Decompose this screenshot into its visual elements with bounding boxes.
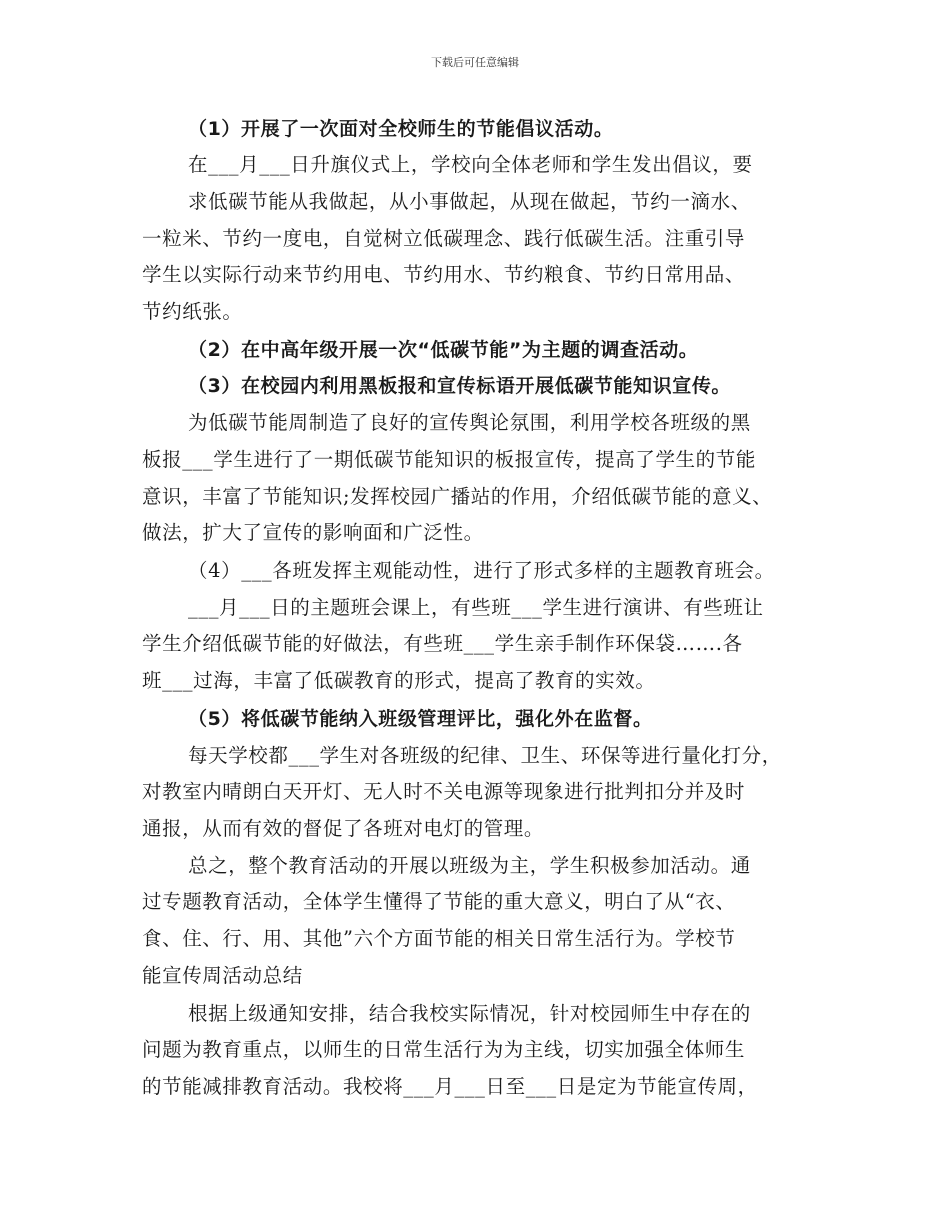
paragraph-line: 总之，整个教育活动的开展以班级为主，学生积极参加活动。通 [188, 854, 751, 877]
heading-1: （1）开展了一次面对全校师生的节能倡议活动。 [188, 118, 614, 140]
heading-3: （3）在校园内利用黑板报和宣传标语开展低碳节能知识宣传。 [188, 375, 732, 397]
heading-4: （4）___各班发挥主观能动性，进行了形式多样的主题教育班会。 [188, 559, 775, 582]
paragraph-line: 意识，丰富了节能知识;发挥校园广播站的作用，介绍低碳节能的意义、 [142, 485, 773, 508]
paragraph-line: 学生以实际行动来节约用电、节约用水、节约粮食、节约日常用品、 [142, 263, 746, 286]
paragraph-line: 对教室内晴朗白天开灯、无人时不关电源等现象进行批判扣分并及时 [142, 780, 746, 803]
paragraph-line: 通报，从而有效的督促了各班对电灯的管理。 [142, 817, 545, 840]
page-header-note: 下载后可任意编辑 [431, 56, 519, 69]
heading-5: （5）将低碳节能纳入班级管理评比，强化外在监督。 [188, 708, 653, 730]
paragraph-line: 求低碳节能从我做起，从小事做起，从现在做起，节约一滴水、 [188, 190, 751, 213]
paragraph-line: 的节能减排教育活动。我校将___月___日至___日是定为节能宣传周， [142, 1075, 758, 1098]
heading-2: （2）在中高年级开展一次“低碳节能”为主题的调查活动。 [188, 339, 699, 361]
paragraph-line: 过专题教育活动，全体学生懂得了节能的重大意义，明白了从“衣、 [142, 890, 736, 913]
paragraph-line: 根据上级通知安排，结合我校实际情况，针对校园师生中存在的 [188, 1002, 751, 1025]
paragraph-line: 在___月___日升旗仪式上，学校向全体老师和学生发出倡议，要 [188, 153, 753, 176]
paragraph-line: 一粒米、节约一度电，自觉树立低碳理念、践行低碳生活。注重引导 [142, 227, 746, 250]
paragraph-line: 问题为教育重点，以师生的日常生活行为为主线，切实加强全体师生 [142, 1038, 746, 1061]
paragraph-line: 节约纸张。 [142, 300, 243, 323]
paragraph-line: 能宣传周活动总结 [142, 964, 303, 987]
paragraph-line: ___月___日的主题班会课上，有些班___学生进行演讲、有些班让 [188, 596, 764, 619]
paragraph-line: 学生介绍低碳节能的好做法，有些班___学生亲手制作环保袋…….各 [142, 632, 743, 655]
paragraph-line: 板报___学生进行了一期低碳节能知识的板报宣传，提高了学生的节能 [142, 448, 756, 471]
paragraph-line: 为低碳节能周制造了良好的宣传舆论氛围，利用学校各班级的黑 [188, 411, 751, 434]
paragraph-line: 食、住、行、用、其他”六个方面节能的相关日常生活行为。学校节 [142, 927, 736, 950]
paragraph-line: 做法，扩大了宣传的影响面和广泛性。 [142, 521, 484, 544]
paragraph-line: 每天学校都___学生对各班级的纪律、卫生、环保等进行量化打分， [188, 744, 782, 767]
paragraph-line: 班___过海，丰富了低碳教育的形式，提高了教育的实效。 [142, 669, 656, 692]
